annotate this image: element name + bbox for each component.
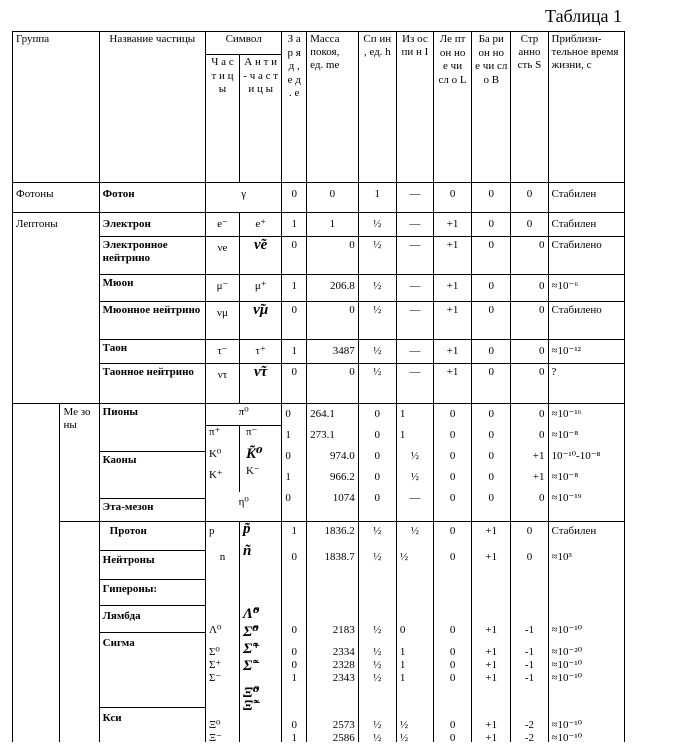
antiparticle-symbol: Ξ̃⁰: [243, 685, 260, 701]
table-row: [13, 364, 625, 404]
particle-symbol: Σ⁰: [208, 646, 220, 658]
antiparticle-symbol: Ξ̃⁻: [243, 698, 261, 714]
particle-symbol: Σ⁻: [208, 672, 222, 684]
strangeness-value: +1: [532, 450, 545, 462]
antiparticle-symbol: ν̃e: [240, 237, 282, 275]
lifetime-value: ≈10⁻²⁰: [551, 646, 583, 658]
strangeness-value: 0: [539, 408, 545, 420]
isospin-value: —: [409, 492, 421, 504]
lepton-value: 0: [449, 672, 456, 684]
charge-value: 1: [291, 672, 297, 684]
lifetime-value: ≈10⁻¹⁰: [551, 624, 583, 636]
lifetime-value: ≈10³: [551, 551, 572, 563]
baryon-value: 0: [488, 408, 495, 420]
lifetime-value: ≈10⁻¹⁰: [551, 659, 583, 671]
strangeness-value: 0: [539, 492, 545, 504]
table-row: [13, 340, 625, 364]
particle-symbol: p: [208, 525, 215, 537]
strangeness-value: 0: [539, 429, 545, 441]
antiparticle-symbol: Σ̃⁰: [243, 624, 259, 640]
charge-value: 1: [291, 732, 297, 742]
table-row: [13, 522, 625, 743]
mass-value: 966.2: [329, 471, 355, 483]
strangeness-value: 0: [526, 525, 533, 537]
spin-value: ½: [373, 646, 382, 658]
strangeness-value: 0: [511, 237, 548, 275]
strangeness-value: +1: [532, 471, 545, 483]
particle-name: Гипероны:: [100, 580, 205, 606]
mass-value: 2328: [332, 659, 355, 671]
isospin-value: —: [396, 237, 433, 275]
charge-value: 1: [291, 525, 297, 537]
antiparticle-symbol: Σ̃⁻: [243, 658, 261, 674]
antiparticle-symbol: μ⁺: [240, 275, 282, 302]
strangeness-value: -1: [524, 646, 535, 658]
charge-value: 0: [291, 646, 297, 658]
group-leptons: Лептоны: [13, 213, 100, 404]
charge-value: 0: [285, 492, 291, 504]
baryon-value: +1: [485, 732, 498, 742]
lifetime-value: ≈10⁻¹²: [548, 340, 624, 364]
baryon-value: 0: [472, 340, 511, 364]
lifetime-value: ≈10⁻¹⁶: [551, 408, 582, 420]
lepton-value: 0: [434, 183, 472, 213]
table-row: [13, 213, 625, 237]
baryon-value: +1: [485, 624, 498, 636]
baryon-value: 0: [472, 183, 511, 213]
isospin-value: 1: [399, 646, 406, 658]
mass-value: 1838.7: [324, 551, 355, 563]
particle-name: Мюонное нейтрино: [99, 302, 205, 340]
mass-value: 0: [307, 183, 359, 213]
lifetime-value: Стабилен: [548, 183, 624, 213]
charge-value: 0: [285, 408, 291, 420]
charge-value: 1: [282, 340, 307, 364]
header-isospin: Из ос пи н I: [396, 32, 433, 183]
particle-name: Нейтроны: [100, 551, 205, 580]
mass-value: 1836.2: [324, 525, 355, 537]
antiparticle-symbol: K⁻: [245, 465, 260, 477]
strangeness-value: -1: [524, 624, 535, 636]
strangeness-value: -2: [524, 719, 535, 731]
spin-value: ½: [373, 525, 382, 537]
baryon-value: +1: [485, 659, 498, 671]
mass-value: 1: [307, 213, 359, 237]
strangeness-value: 0: [511, 275, 548, 302]
charge-value: 0: [285, 450, 291, 462]
isospin-value: —: [396, 183, 433, 213]
particle-name: Электронное нейтрино: [99, 237, 205, 275]
particle-name: Кси: [102, 712, 122, 724]
particle-name: Эта-мезон: [102, 501, 154, 513]
spin-value: ½: [358, 237, 396, 275]
baryon-value: 0: [472, 302, 511, 340]
mass-value: 974.0: [329, 450, 355, 462]
table-row: [13, 404, 625, 522]
spin-value: ½: [358, 275, 396, 302]
particle-symbol: νe: [205, 237, 239, 275]
particle-symbol: K⁺: [208, 469, 223, 481]
charge-value: 0: [282, 364, 307, 404]
charge-value: 1: [285, 471, 291, 483]
charge-value: 0: [291, 659, 297, 671]
isospin-value: ½: [399, 719, 409, 731]
isospin-value: 1: [399, 659, 406, 671]
spin-value: ½: [373, 551, 382, 563]
spin-value: 0: [374, 471, 381, 483]
antiparticle-symbol: e⁺: [240, 213, 282, 237]
baryon-value: 0: [488, 429, 495, 441]
particle-table: [12, 31, 625, 742]
baryon-value: 0: [472, 275, 511, 302]
header-charge: З а р я д , е д . е: [282, 32, 307, 183]
particle-name: Таонное нейтрино: [99, 364, 205, 404]
spin-value: ½: [373, 672, 382, 684]
antiparticle-symbol: ν̃τ: [240, 364, 282, 404]
lepton-value: 0: [449, 719, 456, 731]
charge-value: 0: [291, 551, 297, 563]
baryon-value: +1: [485, 672, 498, 684]
header-baryon-number: Ба ри он но е чи сл о B: [472, 32, 511, 183]
strangeness-value: -1: [524, 672, 535, 684]
strangeness-value: 0: [511, 340, 548, 364]
group-photons: Фотоны: [13, 183, 100, 213]
particle-symbol: Ξ⁻: [208, 732, 222, 742]
lifetime-value: ≈10⁻⁸: [551, 471, 579, 483]
header-particles: Ч а с т и ц ы: [205, 55, 239, 183]
baryon-value: 0: [488, 492, 495, 504]
group-mesons: Ме зо ны: [60, 404, 99, 522]
spin-value: ½: [358, 340, 396, 364]
lepton-value: 0: [449, 450, 456, 462]
isospin-value: —: [396, 213, 433, 237]
spin-value: ½: [373, 732, 382, 742]
lifetime-value: ≈10⁻⁸: [551, 429, 579, 441]
particle-symbol: νμ: [205, 302, 239, 340]
header-lepton-number: Ле пт он но е чи сл о L: [434, 32, 472, 183]
charge-value: 0: [291, 624, 297, 636]
strangeness-value: 0: [511, 364, 548, 404]
lepton-value: +1: [434, 340, 472, 364]
mass-value: 2183: [332, 624, 355, 636]
strangeness-value: 0: [511, 213, 548, 237]
mass-value: 2343: [332, 672, 355, 684]
lepton-value: 0: [449, 471, 456, 483]
spin-value: 0: [374, 450, 381, 462]
antiparticle-symbol: τ⁺: [240, 340, 282, 364]
lifetime-value: ?: [548, 364, 624, 404]
lifetime-value: Стабилено: [548, 237, 624, 275]
charge-value: 0: [282, 237, 307, 275]
particle-name: Пионы: [100, 404, 205, 452]
lifetime-value: ≈10⁻¹⁰: [551, 732, 583, 742]
table-row: [13, 302, 625, 340]
table-row: [13, 183, 625, 213]
lifetime-value: Стабилен: [551, 525, 597, 537]
lepton-value: +1: [434, 302, 472, 340]
particle-name: Протон: [100, 522, 205, 551]
antiparticle-symbol: Λ̃⁰: [243, 606, 260, 622]
charge-value: 1: [285, 429, 291, 441]
lifetime-value: ≈10⁻¹⁹: [551, 492, 582, 504]
spin-value: ½: [373, 719, 382, 731]
baryon-value: 0: [472, 364, 511, 404]
mass-value: 2586: [332, 732, 355, 742]
particle-symbol: π⁺: [206, 426, 240, 448]
mass-value: 0: [307, 364, 359, 404]
isospin-value: —: [396, 340, 433, 364]
group-hadrons-blank: [13, 404, 60, 743]
lifetime-value: Стабилен: [548, 213, 624, 237]
table-caption: Таблица 1: [545, 6, 622, 26]
header-antiparticles: А н т и - ч а с т и ц ы: [240, 55, 282, 183]
header-row: [13, 32, 625, 55]
particle-name: Мюон: [99, 275, 205, 302]
particle-symbol: e⁻: [205, 213, 239, 237]
mass-value: 2573: [332, 719, 355, 731]
lifetime-value: ≈10⁻¹⁰: [551, 672, 583, 684]
particle-name: Электрон: [99, 213, 205, 237]
antiparticle-symbol: π⁻: [245, 426, 258, 438]
particle-symbol: μ⁻: [205, 275, 239, 302]
spin-value: ½: [373, 624, 382, 636]
spin-value: 1: [358, 183, 396, 213]
spin-value: ½: [358, 213, 396, 237]
baryon-value: 0: [472, 213, 511, 237]
isospin-value: —: [396, 364, 433, 404]
baryon-value: 0: [488, 471, 495, 483]
antiparticle-symbol: K̃⁰: [245, 446, 263, 462]
header-symbol: Символ: [205, 32, 281, 55]
mass-value: 206.8: [307, 275, 359, 302]
header-mass: Масса покоя, ед. me: [307, 32, 359, 183]
group-baryons-blank: [60, 522, 99, 743]
isospin-value: ½: [410, 525, 420, 537]
baryon-value: 0: [472, 237, 511, 275]
lepton-value: +1: [434, 275, 472, 302]
charge-value: 0: [282, 302, 307, 340]
isospin-value: ½: [399, 551, 409, 563]
particle-symbol: ντ: [205, 364, 239, 404]
particle-name: Таон: [99, 340, 205, 364]
antiparticle-symbol: ν̃μ: [240, 302, 282, 340]
baryon-value: 0: [488, 450, 495, 462]
isospin-value: —: [396, 275, 433, 302]
charge-value: 0: [282, 183, 307, 213]
baryon-value: +1: [485, 525, 498, 537]
mass-value: 2334: [332, 646, 355, 658]
baryon-value: +1: [485, 646, 498, 658]
strangeness-value: 0: [526, 551, 533, 563]
lepton-value: 0: [449, 624, 456, 636]
spin-value: ½: [358, 302, 396, 340]
table-row: [13, 275, 625, 302]
header-spin: Сп ин , ед. h: [358, 32, 396, 183]
particle-symbol: Σ⁺: [208, 659, 222, 671]
lifetime-value: ≈10⁻⁶: [548, 275, 624, 302]
mass-value: 0: [307, 237, 359, 275]
strangeness-value: 0: [511, 183, 548, 213]
lepton-value: 0: [449, 551, 456, 563]
lepton-value: +1: [434, 213, 472, 237]
strangeness-value: 0: [511, 302, 548, 340]
header-name: Название частицы: [99, 32, 205, 183]
mass-value: 3487: [307, 340, 359, 364]
charge-value: 0: [291, 719, 297, 731]
lepton-value: 0: [449, 646, 456, 658]
isospin-value: 0: [399, 624, 406, 636]
charge-value: 1: [282, 275, 307, 302]
isospin-value: —: [396, 302, 433, 340]
particle-symbol: Ξ⁰: [208, 719, 221, 731]
antiparticle-symbol: ñ: [243, 543, 252, 559]
antiparticle-symbol: p̃: [243, 521, 251, 537]
particle-name: Лямбда: [100, 606, 205, 633]
lepton-value: 0: [449, 408, 456, 420]
isospin-value: ½: [410, 471, 420, 483]
particle-symbol: γ: [205, 183, 281, 213]
lepton-value: +1: [434, 364, 472, 404]
lifetime-value: 10⁻¹⁰-10⁻⁸: [551, 450, 601, 462]
spin-value: ½: [358, 364, 396, 404]
header-group: Группа: [13, 32, 100, 183]
spin-value: 0: [374, 408, 381, 420]
lepton-value: +1: [434, 237, 472, 275]
particle-name: Каоны: [100, 452, 205, 499]
particle-name: Фотон: [99, 183, 205, 213]
isospin-value: 1: [399, 672, 406, 684]
lepton-value: 0: [449, 732, 456, 742]
spin-value: 0: [374, 429, 381, 441]
lepton-value: 0: [449, 429, 456, 441]
spin-value: 0: [374, 492, 381, 504]
header-lifetime: Приблизи- тельное время жизни, с: [548, 32, 624, 183]
mass-value: 1074: [332, 492, 355, 504]
strangeness-value: -2: [524, 732, 535, 742]
particle-symbol: n: [219, 551, 226, 563]
baryon-value: +1: [485, 719, 498, 731]
antiparticle-symbol: Σ̃⁺: [243, 641, 261, 657]
isospin-value: ½: [410, 450, 420, 462]
particle-name: Сигма: [100, 633, 205, 708]
mass-value: 264.1: [310, 408, 335, 420]
mass-value: 273.1: [310, 429, 335, 441]
lepton-value: 0: [449, 492, 456, 504]
lepton-value: 0: [449, 525, 456, 537]
lifetime-value: Стабилено: [548, 302, 624, 340]
lifetime-value: ≈10⁻¹⁰: [551, 719, 583, 731]
mass-value: 0: [307, 302, 359, 340]
particle-symbol: π⁰: [238, 406, 249, 418]
particle-symbol: K⁰: [208, 448, 222, 460]
particle-symbol: η⁰: [238, 496, 249, 508]
particle-symbol: Λ⁰: [208, 624, 222, 636]
lepton-value: 0: [449, 659, 456, 671]
isospin-value: 1: [399, 408, 406, 420]
baryon-value: +1: [485, 551, 498, 563]
spin-value: ½: [373, 659, 382, 671]
charge-value: 1: [282, 213, 307, 237]
header-strangeness: Стр анно сть S: [511, 32, 548, 183]
strangeness-value: -1: [524, 659, 535, 671]
isospin-value: ½: [399, 732, 409, 742]
table-row: [13, 237, 625, 275]
particle-symbol: τ⁻: [205, 340, 239, 364]
isospin-value: 1: [399, 429, 406, 441]
